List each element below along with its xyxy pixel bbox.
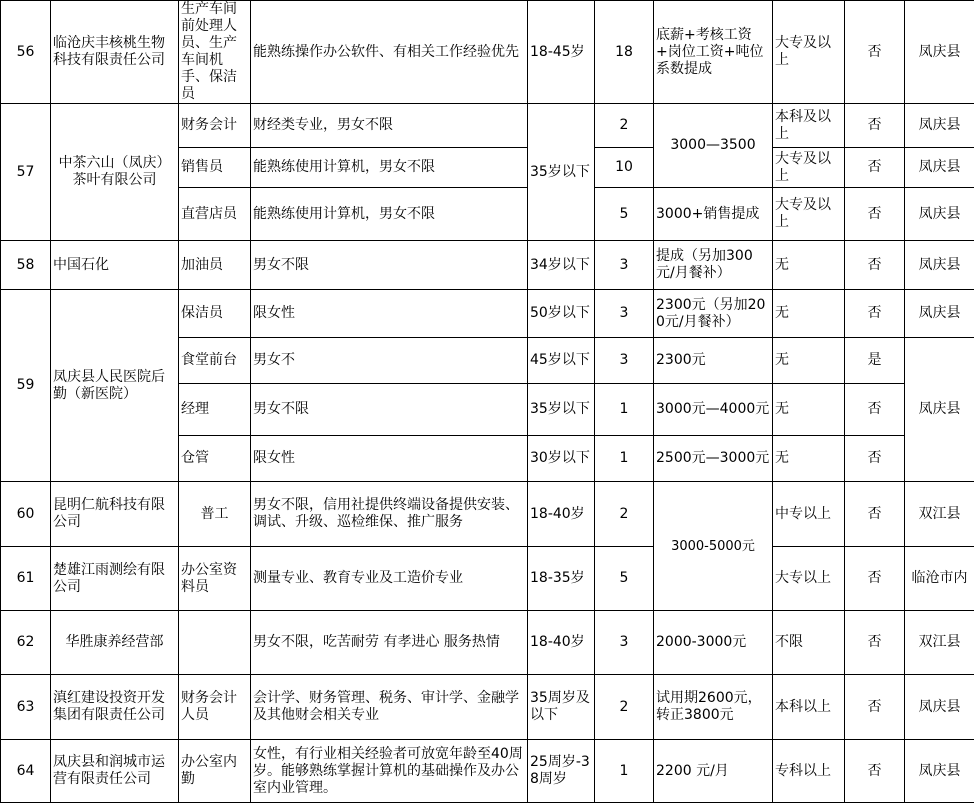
company-name: 华胜康养经营部 [51, 611, 179, 675]
flag-value: 否 [845, 611, 905, 675]
age-range: 18-45岁 [528, 1, 595, 104]
flag-value: 否 [845, 148, 905, 188]
age-range: 45岁以下 [528, 338, 595, 384]
company-name: 中茶六山（凤庆）茶叶有限公司 [51, 104, 179, 241]
position-name: 财务会计人员 [179, 675, 251, 740]
requirement-text: 男女不限，吃苦耐劳 有孝进心 服务热情 [251, 611, 528, 675]
position-name: 财务会计 [179, 104, 251, 148]
flag-value: 否 [845, 241, 905, 290]
requirement-text: 财经类专业，男女不限 [251, 104, 528, 148]
requirement-text: 限女性 [251, 436, 528, 482]
age-range: 34岁以下 [528, 241, 595, 290]
age-range: 25周岁-38周岁 [528, 740, 595, 803]
age-range: 18-40岁 [528, 482, 595, 547]
company-name: 凤庆县和润城市运营有限责任公司 [51, 740, 179, 803]
requirement-text: 能熟练操作办公软件、有相关工作经验优先 [251, 1, 528, 104]
education-level: 无 [773, 241, 845, 290]
hire-count: 3 [595, 338, 654, 384]
table-row [1, 740, 974, 803]
flag-value: 否 [845, 290, 905, 338]
position-name: 食堂前台 [179, 338, 251, 384]
salary-text: 2500元—3000元 [654, 436, 773, 482]
table-row [1, 482, 974, 547]
work-location: 双江县 [905, 482, 974, 547]
position-name [179, 611, 251, 675]
salary-text: 3000-5000元 [654, 482, 773, 611]
hire-count: 3 [595, 611, 654, 675]
table-row [1, 290, 974, 338]
education-level: 大专及以上 [773, 1, 845, 104]
flag-value: 否 [845, 384, 905, 436]
requirement-text: 男女不 [251, 338, 528, 384]
flag-value: 否 [845, 547, 905, 611]
position-name: 加油员 [179, 241, 251, 290]
row-number: 59 [1, 290, 51, 482]
salary-text: 提成（另加300元/月餐补） [654, 241, 773, 290]
table-row [1, 611, 974, 675]
salary-text: 2000-3000元 [654, 611, 773, 675]
position-name: 经理 [179, 384, 251, 436]
age-range: 50岁以下 [528, 290, 595, 338]
position-name: 办公室内勤 [179, 740, 251, 803]
company-name: 滇红建设投资开发集团有限责任公司 [51, 675, 179, 740]
row-number: 61 [1, 547, 51, 611]
education-level: 大专以上 [773, 547, 845, 611]
education-level: 本科及以上 [773, 104, 845, 148]
education-level: 无 [773, 384, 845, 436]
table-row [1, 547, 974, 611]
row-number: 64 [1, 740, 51, 803]
work-location: 双江县 [905, 611, 974, 675]
requirement-text: 男女不限 [251, 384, 528, 436]
requirement-text: 男女不限 [251, 241, 528, 290]
salary-text: 3000+销售提成 [654, 188, 773, 241]
age-range: 35周岁及以下 [528, 675, 595, 740]
hire-count: 5 [595, 188, 654, 241]
position-name: 办公室资料员 [179, 547, 251, 611]
company-name: 临沧庆丰核桃生物科技有限责任公司 [51, 1, 179, 104]
requirement-text: 会计学、财务管理、税务、审计学、金融学及其他财会相关专业 [251, 675, 528, 740]
salary-text: 试用期2600元，转正3800元 [654, 675, 773, 740]
education-level: 不限 [773, 611, 845, 675]
position-name: 仓管 [179, 436, 251, 482]
work-location: 凤庆县 [905, 188, 974, 241]
salary-text: 3000—3500 [654, 104, 773, 188]
table-row [1, 104, 974, 148]
requirement-text: 女性，有行业相关经验者可放宽年龄至40周岁。能够熟练掌握计算机的基础操作及办公室内业管理。 [251, 740, 528, 803]
work-location: 凤庆县 [905, 104, 974, 148]
flag-value: 是 [845, 338, 905, 384]
flag-value: 否 [845, 188, 905, 241]
age-range: 18-40岁 [528, 611, 595, 675]
flag-value: 否 [845, 1, 905, 104]
hire-count: 2 [595, 675, 654, 740]
requirement-text: 能熟练使用计算机，男女不限 [251, 188, 528, 241]
position-name: 生产车间前处理人员、生产车间机手、保洁员 [179, 1, 251, 104]
work-location: 凤庆县 [905, 241, 974, 290]
salary-text: 2300元（另加200元/月餐补） [654, 290, 773, 338]
row-number: 62 [1, 611, 51, 675]
work-location: 凤庆县 [905, 290, 974, 338]
company-name: 昆明仁航科技有限公司 [51, 482, 179, 547]
row-number: 58 [1, 241, 51, 290]
work-location: 凤庆县 [905, 148, 974, 188]
age-range: 35岁以下 [528, 384, 595, 436]
position-name: 保洁员 [179, 290, 251, 338]
education-level: 本科以上 [773, 675, 845, 740]
salary-text: 2200 元/月 [654, 740, 773, 803]
requirement-text: 男女不限，信用社提供终端设备提供安装、调试、升级、巡检维保、推广服务 [251, 482, 528, 547]
position-name: 销售员 [179, 148, 251, 188]
flag-value: 否 [845, 104, 905, 148]
requirement-text: 限女性 [251, 290, 528, 338]
education-level: 无 [773, 290, 845, 338]
company-name: 凤庆县人民医院后勤（新医院） [51, 290, 179, 482]
requirement-text: 能熟练使用计算机，男女不限 [251, 148, 528, 188]
hire-count: 1 [595, 436, 654, 482]
salary-text: 2300元 [654, 338, 773, 384]
row-number: 56 [1, 1, 51, 104]
education-level: 大专及以上 [773, 148, 845, 188]
hire-count: 3 [595, 241, 654, 290]
age-range: 30岁以下 [528, 436, 595, 482]
work-location: 临沧市内 [905, 547, 974, 611]
row-number: 60 [1, 482, 51, 547]
requirement-text: 测量专业、教育专业及工造价专业 [251, 547, 528, 611]
table-row [1, 241, 974, 290]
work-location: 凤庆县 [905, 1, 974, 104]
row-number: 63 [1, 675, 51, 740]
hire-count: 5 [595, 547, 654, 611]
hire-count: 2 [595, 104, 654, 148]
flag-value: 否 [845, 675, 905, 740]
position-name: 直营店员 [179, 188, 251, 241]
position-name: 普工 [179, 482, 251, 547]
hire-count: 10 [595, 148, 654, 188]
company-name: 楚雄江雨测绘有限公司 [51, 547, 179, 611]
education-level: 无 [773, 338, 845, 384]
row-number: 57 [1, 104, 51, 241]
work-location: 凤庆县 [905, 675, 974, 740]
education-level: 无 [773, 436, 845, 482]
hire-count: 2 [595, 482, 654, 547]
salary-text: 底薪+考核工资+岗位工资+吨位系数提成 [654, 1, 773, 104]
flag-value: 否 [845, 482, 905, 547]
hire-count: 1 [595, 740, 654, 803]
age-range: 35岁以下 [528, 104, 595, 241]
work-location: 凤庆县 [905, 740, 974, 803]
education-level: 中专以上 [773, 482, 845, 547]
flag-value: 否 [845, 740, 905, 803]
flag-value: 否 [845, 436, 905, 482]
work-location: 凤庆县 [905, 338, 974, 482]
education-level: 专科以上 [773, 740, 845, 803]
table-row [1, 1, 974, 104]
company-name: 中国石化 [51, 241, 179, 290]
hire-count: 18 [595, 1, 654, 104]
education-level: 大专及以上 [773, 188, 845, 241]
salary-text: 3000元—4000元 [654, 384, 773, 436]
hire-count: 3 [595, 290, 654, 338]
hire-count: 1 [595, 384, 654, 436]
table-row [1, 675, 974, 740]
age-range: 18-35岁 [528, 547, 595, 611]
